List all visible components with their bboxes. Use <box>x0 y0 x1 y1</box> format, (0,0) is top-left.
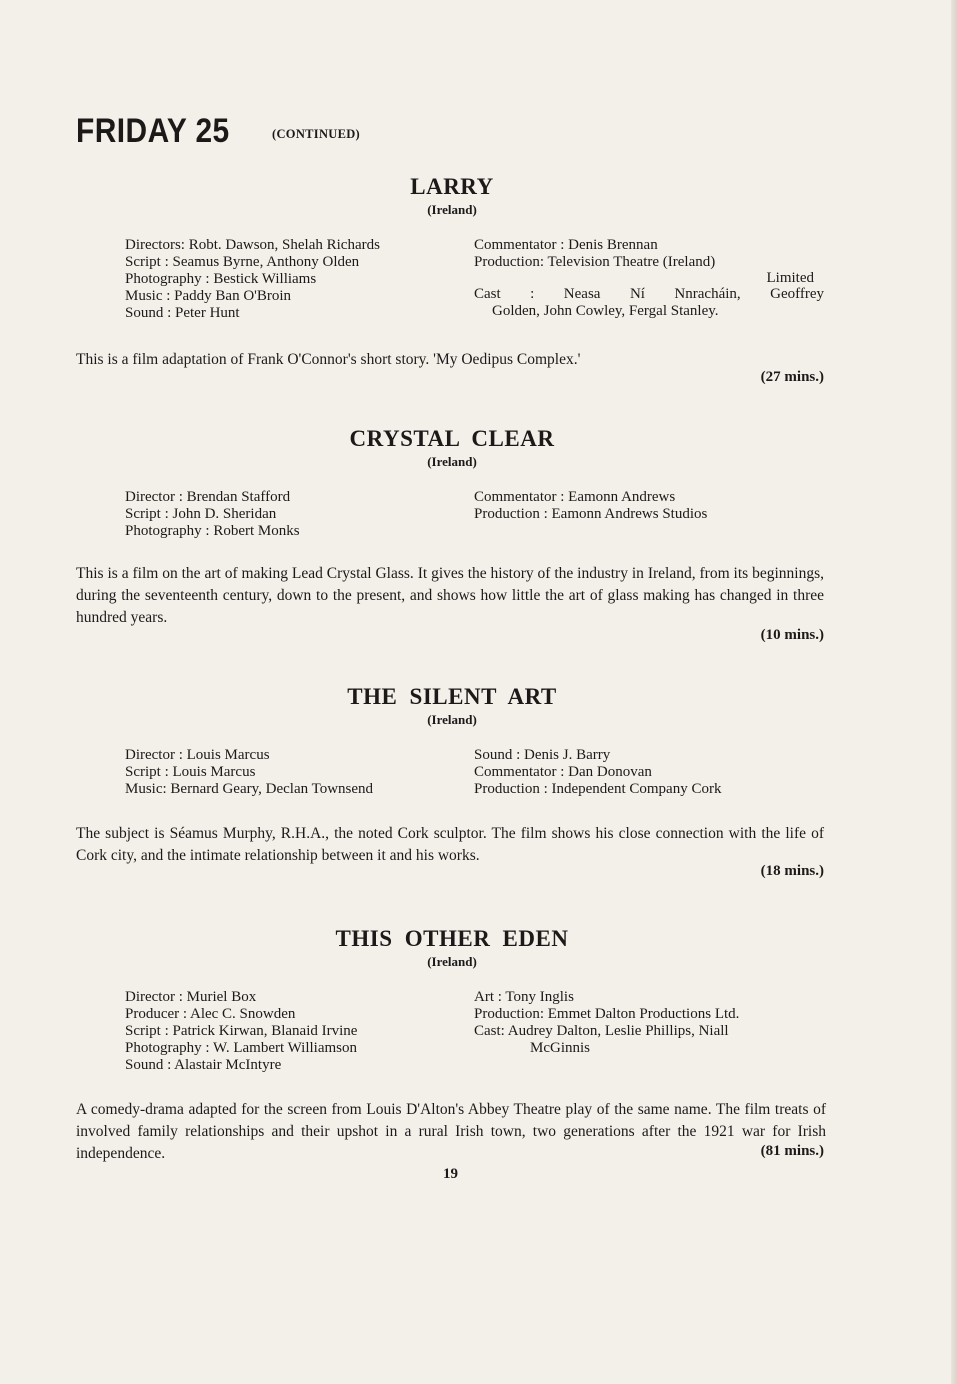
credit-line: Production : Eamonn Andrews Studios <box>474 506 708 522</box>
film-credits <box>76 989 828 1079</box>
film-title: THE SILENT ART <box>347 684 557 709</box>
credits-left-column <box>125 989 465 1074</box>
film-entry-the-silent-art <box>76 683 828 879</box>
credit-line: Directors: Robt. Dawson, Shelah Richards <box>125 237 380 253</box>
film-credits <box>76 747 828 802</box>
credit-line: Cast : Neasa Ní Nnracháin, Geoffrey <box>474 286 824 302</box>
film-description <box>76 1099 826 1165</box>
credits-left-column <box>125 489 465 540</box>
credit-line: Golden, John Cowley, Fergal Stanley. <box>492 303 719 319</box>
credit-line: Photography : W. Lambert Williamson <box>125 1040 358 1056</box>
credits-left-column <box>125 237 465 322</box>
film-duration: (10 mins.) <box>760 627 824 643</box>
film-title: THIS OTHER EDEN <box>335 926 569 951</box>
credit-line: Sound : Alastair McIntyre <box>125 1057 282 1073</box>
film-duration: (27 mins.) <box>760 369 824 385</box>
film-country: (Ireland) <box>427 454 477 469</box>
credit-line: Commentator : Eamonn Andrews <box>474 489 676 505</box>
credit-line: Production: Television Theatre (Ireland) <box>474 254 716 270</box>
film-credits <box>76 489 828 544</box>
film-duration: (81 mins.) <box>760 1143 824 1159</box>
credits-right-column <box>474 747 824 798</box>
credit-line: Photography : Bestick Williams <box>125 271 317 287</box>
film-country: (Ireland) <box>427 202 477 217</box>
film-title: CRYSTAL CLEAR <box>349 426 555 451</box>
credits-left-column <box>125 747 465 798</box>
credit-line: Director : Louis Marcus <box>125 747 270 763</box>
credit-line: Sound : Peter Hunt <box>125 305 240 321</box>
continued-label: (CONTINUED) <box>272 127 361 141</box>
film-description: The subject is Séamus Murphy, R.H.A., the noted Cork sculptor. The film shows his close connection with the life of Cork city, and the intimate relationship between it and his works. <box>76 825 824 864</box>
credit-line: Cast: Audrey Dalton, Leslie Phillips, Niall <box>474 1023 729 1039</box>
credit-line: Director : Brendan Stafford <box>125 489 291 505</box>
credit-line: Producer : Alec C. Snowden <box>125 1006 296 1022</box>
film-country: (Ireland) <box>427 954 477 969</box>
credit-line: McGinnis <box>530 1040 590 1056</box>
film-duration: (18 mins.) <box>760 863 824 879</box>
credits-right-column <box>474 489 824 523</box>
credit-line: Production : Independent Company Cork <box>474 781 722 797</box>
credit-line: Director : Muriel Box <box>125 989 257 1005</box>
credits-right-column <box>474 989 824 1057</box>
page-title: FRIDAY 25 <box>76 112 230 150</box>
credit-line: Music: Bernard Geary, Declan Townsend <box>125 781 374 797</box>
film-credits <box>76 237 828 327</box>
page-number: 19 <box>443 1166 458 1182</box>
credit-line: Commentator : Denis Brennan <box>474 237 658 253</box>
credit-line: Production: Emmet Dalton Productions Ltd. <box>474 1006 740 1022</box>
credit-line: Script : Louis Marcus <box>125 764 256 780</box>
day-header <box>76 112 361 151</box>
credits-right-column <box>474 237 824 320</box>
credit-line: Script : Patrick Kirwan, Blanaid Irvine <box>125 1023 358 1039</box>
film-entry-this-other-eden <box>76 925 828 1162</box>
film-entry-larry <box>76 173 828 385</box>
credit-line: Script : Seamus Byrne, Anthony Olden <box>125 254 360 270</box>
page-edge <box>951 0 957 1384</box>
credit-line: Script : John D. Sheridan <box>125 506 277 522</box>
credit-line: Sound : Denis J. Barry <box>474 747 611 763</box>
credit-line: Art : Tony Inglis <box>474 989 574 1005</box>
credit-line: Limited <box>766 270 814 286</box>
film-entry-crystal-clear <box>76 425 828 643</box>
film-description-text: A comedy-drama adapted for the screen from Louis D'Alton's Abbey Theatre play of the same name. The film treats of involved family relationships and their upshot in a rural Irish town, two generations after the 1921 war for Irish independence. <box>76 1101 826 1162</box>
film-description: This is a film adaptation of Frank O'Connor's short story. 'My Oedipus Complex.' <box>76 351 581 368</box>
film-title: LARRY <box>410 174 494 199</box>
credit-line: Photography : Robert Monks <box>125 523 300 539</box>
credit-line: Music : Paddy Ban O'Broin <box>125 288 292 304</box>
film-description: This is a film on the art of making Lead Crystal Glass. It gives the history of the industry in Ireland, from its beginnings, during the seventeenth century, down to the present, and shows how little the art of glass making has changed in three hundred years. <box>76 565 824 626</box>
film-country: (Ireland) <box>427 712 477 727</box>
credit-line: Commentator : Dan Donovan <box>474 764 652 780</box>
